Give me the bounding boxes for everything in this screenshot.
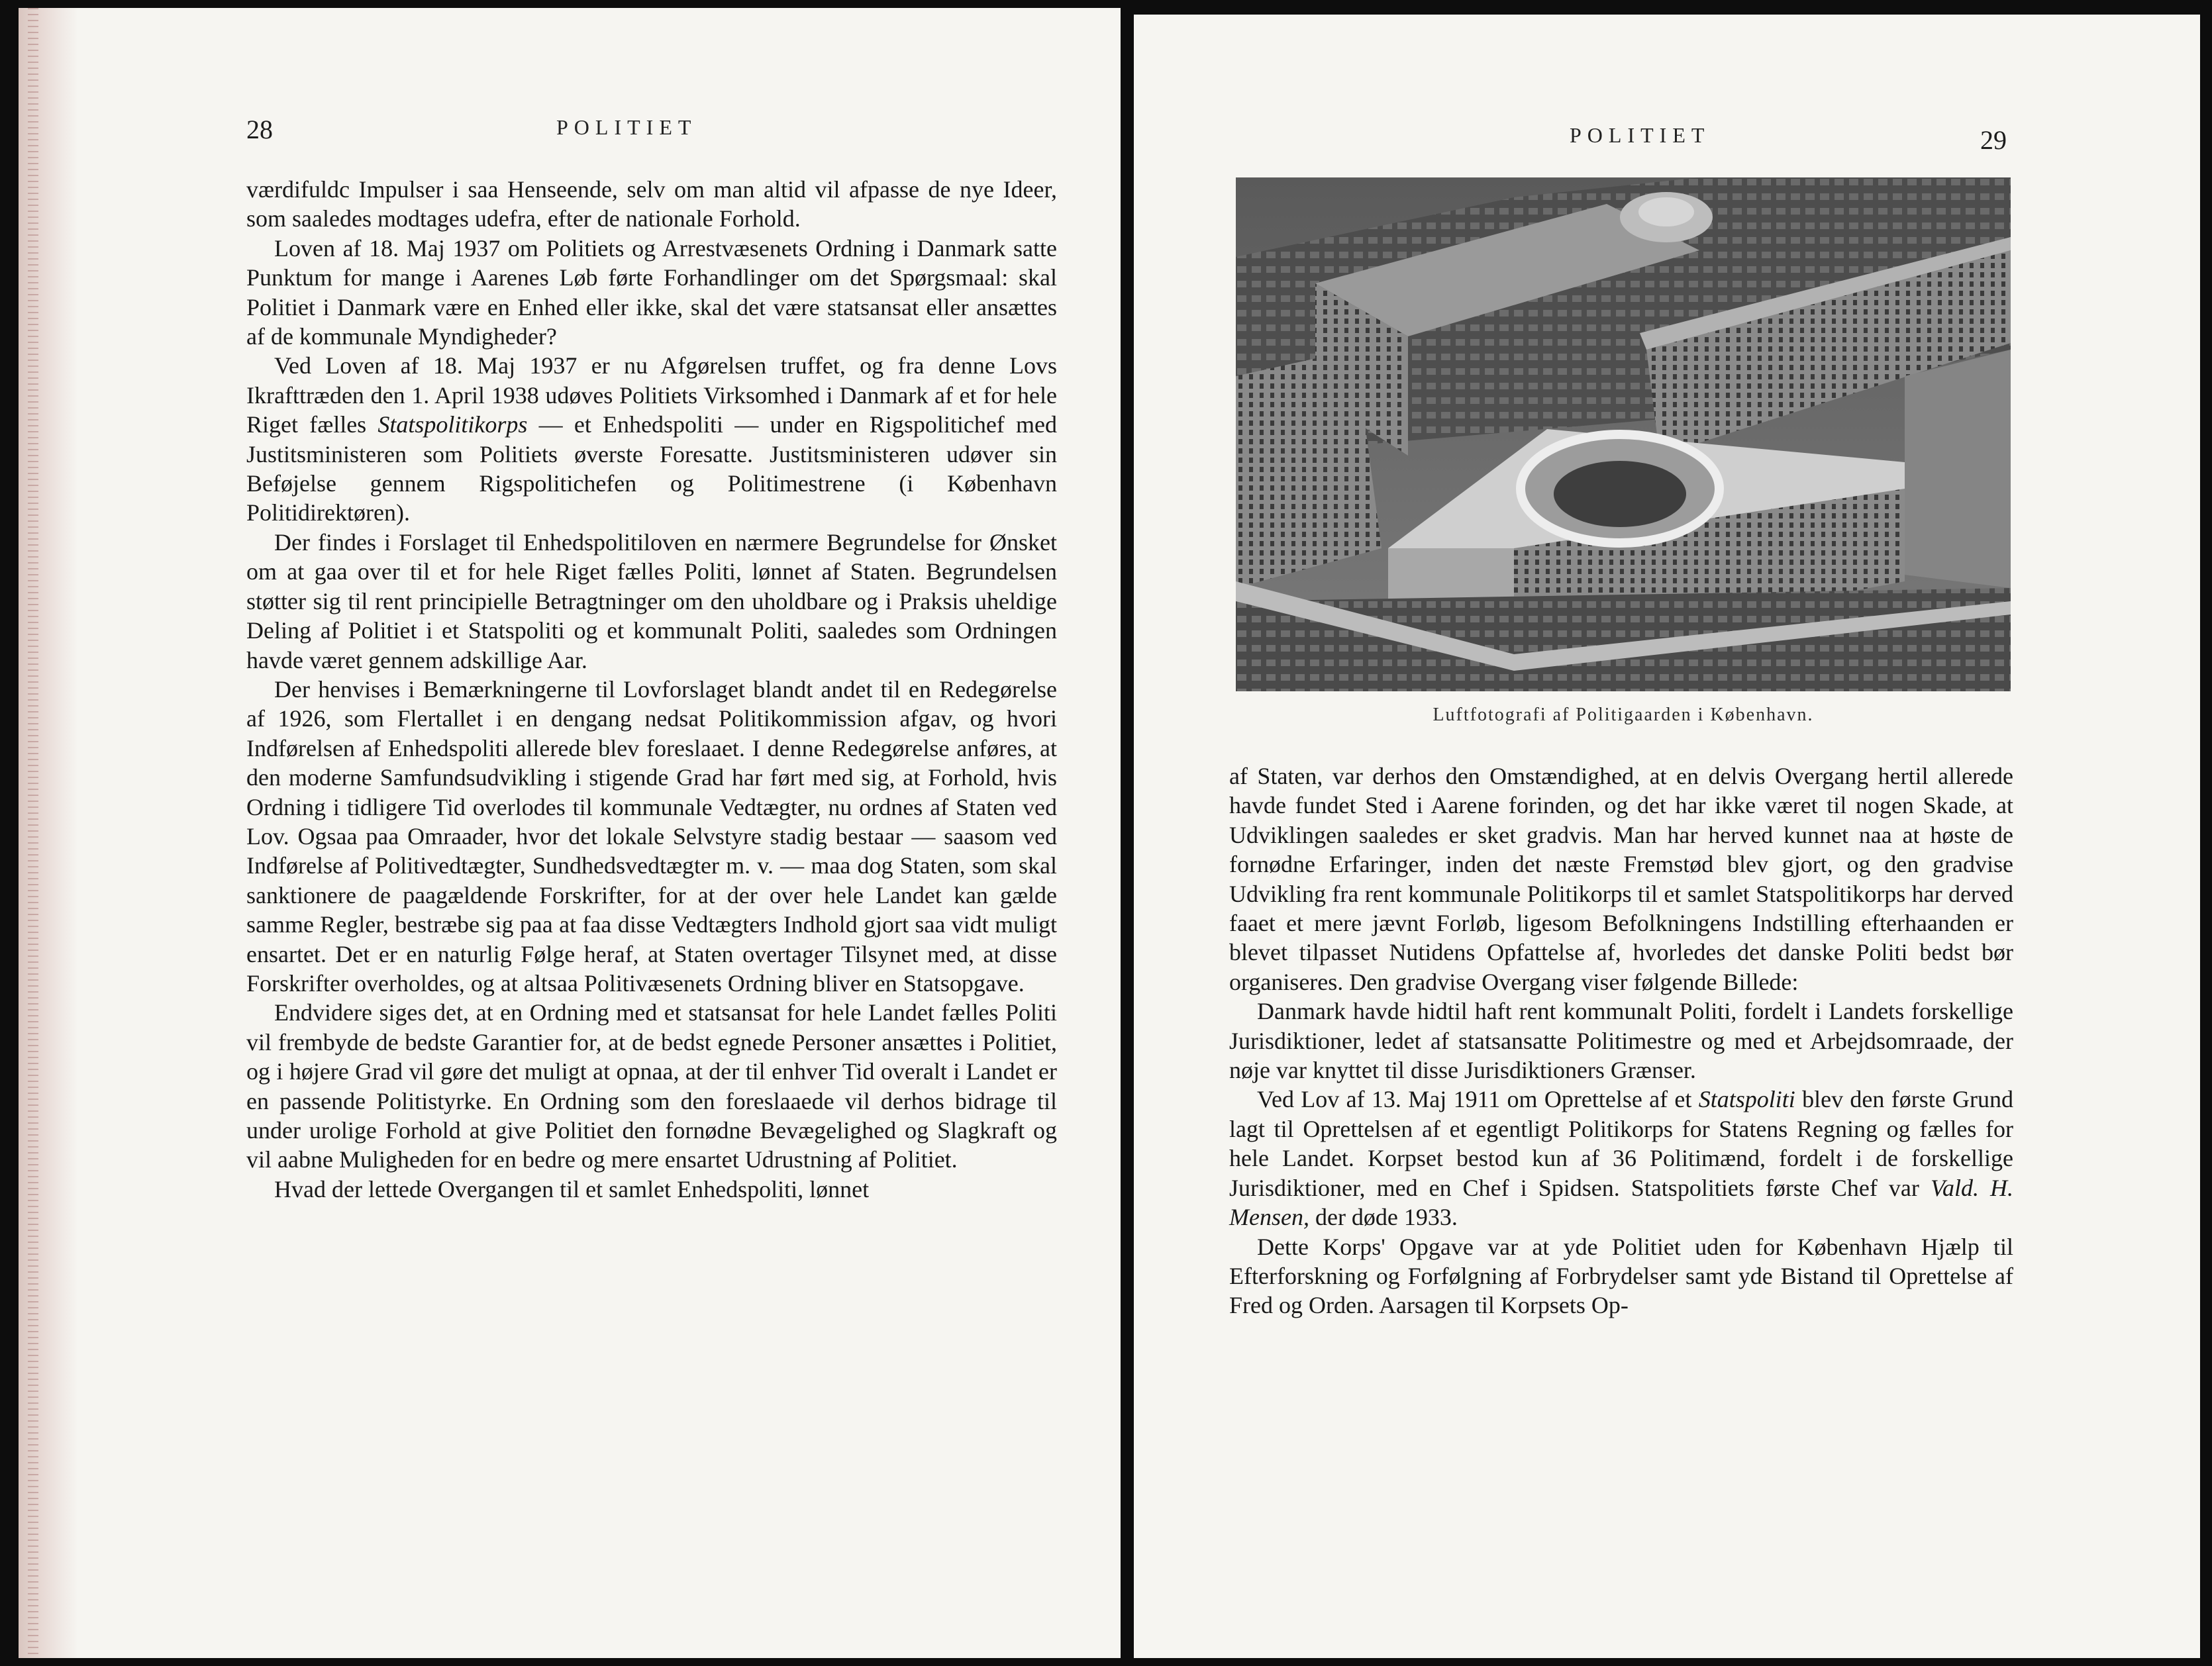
paragraph: Der henvises i Bemærkningerne til Lovforslaget blandt andet til en Redegørelse af 1926, som Flertallet i en dengang nedsat Politikommission afgav, og hvori Indførelsen af Enhedspoliti allerede blev foreslaaet. I denne Redegørelse anføres, at den moderne Samfundsudvikling i stigende Grad har ført med sig, at Forhold, hvis Ordning i tidligere Tid overlodes til kommunale Vedtægter, nu ordnes af Staten ved Lov. Ogsaa paa Omraader, hvor det lokale Selvstyre stadig bestaar — saasom ved Indførelse af Politivedtægter, Sundhedsvedtægter m. v. — maa dog Staten, som skal sanktionere de paagældende Forskrifter, for at der over hele Landet kan gælde samme Regler, bestræbe sig paa at faa disse Vedtægters Indhold gjort saa vidt muligt ensartet. Det er en naturlig Følge heraf, at Staten overtager Tilsynet med, at disse Forskrifter overholdes, og at altsaa Politivæsenets Ordning bliver en Statsopgave. (246, 675, 1057, 997)
paragraph: Danmark havde hidtil haft rent kommunalt Politi, fordelt i Landets forskellige Jurisdiktioner, ledet af statsansatte Politimestre og med et Arbejdsomraade, der nøje var knyttet til disse Jurisdiktioners Grænser. (1229, 998, 2013, 1084)
aerial-photo-illustration (1236, 177, 2011, 691)
aerial-photo (1236, 177, 2011, 691)
paragraph: af Staten, var derhos den Omstændighed, at en delvis Overgang hertil allerede havde fundet Sted i Aarene forinden, og det har ikke været til nogen Skade, at Udviklingen saaledes er sket gradvis. Man har herved kunnet naa at høste de fornødne Erfaringer, inden det næste Fremstød blev gjort, og den gradvise Udvikling fra rent kommunale Politikorps til et samlet Statspolitikorps har derved faaet et mere jævnt Forløb, ligesom Befolkningens Indstilling efterhaanden er blevet tilpasset Nutidens Opfattelse af, hvorledes det danske Politi bedst bør organiseres. Den gradvise Overgang viser følgende Billede: (1229, 763, 2013, 995)
paragraph-text: — et Enhedspoliti — under en Rigspolitichef med Justitsministeren som Politiets øverste Foresatte. Justitsministeren udøver sin Beføjelse gennem Rigspolitichefen og Politimestrene (i København Politidirektøren). (246, 411, 1057, 526)
page-number: 28 (246, 115, 273, 144)
page-number: 29 (1980, 125, 2007, 155)
paragraph: Der findes i Forslaget til Enhedspolitiloven en nærmere Begrundelse for Ønsket om at gaa over til et for hele Riget fælles Politi, lønnet af Staten. Begrundelsen støtter sig til rent principielle Betragtninger om den uholdbare og i Praksis uheldige Deling af Politiet i et Statspoliti og et kommunalt Politi, saaledes som Ordningen havde været gennem adskillige Aar. (246, 528, 1057, 673)
photo-caption: Luftfotografi af Politigaarden i København. (1433, 705, 1814, 725)
binding-edge (28, 8, 38, 1658)
paragraph: Hvad der lettede Overgangen til et samlet Enhedspoliti, lønnet (274, 1175, 870, 1202)
paragraph: værdifuldc Impulser i saa Henseende, selv om man altid vil afpasse de nye Ideer, som saaledes modtages udefra, efter de nationale Forhold. (246, 176, 1057, 232)
running-head: POLITIET (556, 115, 697, 139)
running-head: POLITIET (1570, 123, 1711, 147)
left-body-text (246, 175, 1057, 1204)
left-page (19, 8, 1121, 1658)
paragraph: Loven af 18. Maj 1937 om Politiets og Arrestvæsenets Ordning i Danmark satte Punktum for mange i Aarenes Løb førte Forhandlinger om det Spørgsmaal: skal Politiet i Danmark være en Enhed eller ikke, skal det være statsansat eller ansættes af de kommunale Myndigheder? (246, 234, 1057, 350)
paragraph-text: der døde 1933. (1309, 1204, 1458, 1231)
italic-term: Statspolitikorps (377, 411, 528, 438)
right-body-text (1229, 761, 2013, 1320)
paragraph-text: blev den første Grund lagt til Oprettelsen af et egentligt Politikorps for Statens Regning og fælles for hele Landet. Korpset bestod kun af 36 Politimænd, fordelt i de forskellige Jurisdiktioner, med en Chef i Spidsen. Statspolitiets første Chef var (1229, 1086, 2013, 1201)
right-page (1134, 15, 2200, 1658)
paragraph-text: Ved Lov af 13. Maj 1911 om Oprettelse af et (1257, 1086, 1699, 1113)
paragraph-text: Ved Loven af 18. Maj 1937 er nu Afgørelsen truffet, og fra denne Lovs Ikrafttræden den 1. April 1938 udøves Politiets Virksomhed i Danmark af et for hele Riget fælles (246, 352, 1057, 438)
paragraph: Endvidere siges det, at en Ordning med et statsansat for hele Landet fælles Politi vil frembyde de bedste Garantier for, at de bedst egnede Personer ansættes i Politiet, og i højere Grad vil gøre det muligt at opnaa, at der til enhver Tid overalt i Landet er en passende Politistyrke. En Ordning som den foreslaaede vil derhos bidrage til under urolige Forhold at give Politiet den fornødne Bevægelighed og Slagkraft og vil aabne Muligheden for en bedre og mere ensartet Udrustning af Politiet. (246, 999, 1057, 1173)
paragraph (1229, 1085, 2013, 1232)
paragraph: Dette Korps' Opgave var at yde Politiet uden for København Hjælp til Efterforskning og Forfølgning af Forbrydelser samt yde Bistand til Oprettelse af Fred og Orden. Aarsagen til Korpsets Op- (1229, 1233, 2013, 1319)
italic-term: Statspoliti (1698, 1086, 1795, 1113)
paragraph (246, 351, 1057, 527)
italic-name: Vald. H. Mensen, (1229, 1174, 2014, 1231)
